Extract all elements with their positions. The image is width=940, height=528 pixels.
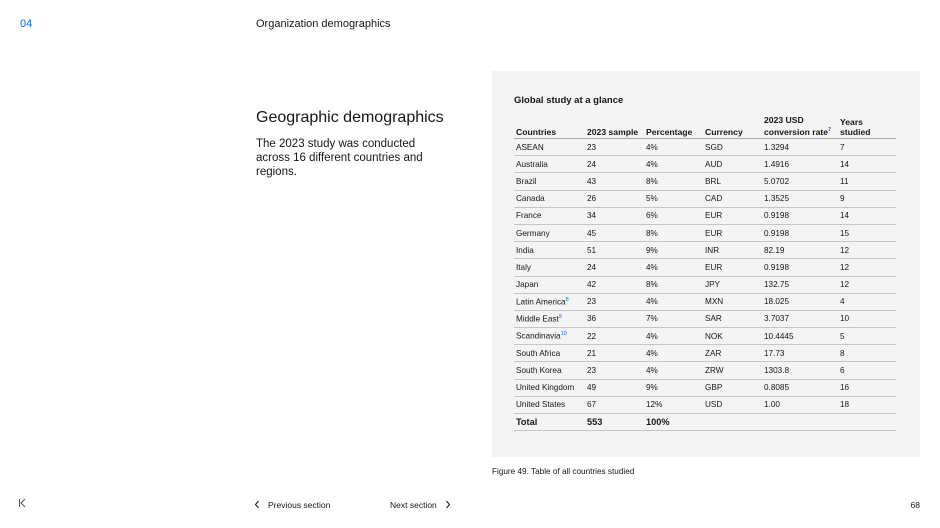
currency-cell: ZRW	[703, 362, 762, 379]
sample-cell: 22	[585, 328, 644, 345]
table-row	[514, 139, 896, 156]
sample-cell: 67	[585, 396, 644, 413]
country-cell	[514, 242, 585, 259]
table-total-row	[514, 414, 896, 431]
sample-cell: 23	[585, 139, 644, 156]
footnote-link[interactable]: 10	[560, 331, 567, 338]
country-cell	[514, 207, 585, 224]
column-header: Countries	[514, 116, 585, 139]
currency-cell: GBP	[703, 379, 762, 396]
total-sample: 553	[585, 414, 644, 431]
currency-cell: USD	[703, 396, 762, 413]
table-row	[514, 379, 896, 396]
first-page-button[interactable]	[18, 498, 27, 511]
sample-cell: 43	[585, 173, 644, 190]
page-number: 68	[910, 500, 920, 510]
pct-cell: 12%	[644, 396, 703, 413]
pct-cell: 6%	[644, 207, 703, 224]
years-cell: 4	[838, 293, 896, 310]
sample-cell: 45	[585, 224, 644, 241]
footnote-link[interactable]: 8	[565, 296, 569, 303]
pct-cell: 4%	[644, 156, 703, 173]
total-percentage: 100%	[644, 414, 703, 431]
country-cell	[514, 156, 585, 173]
years-cell: 10	[838, 310, 896, 327]
next-section-label: Next section	[390, 500, 437, 510]
rate-cell: 3.7037	[762, 310, 838, 327]
sample-cell: 51	[585, 242, 644, 259]
pct-cell: 4%	[644, 345, 703, 362]
table-row	[514, 156, 896, 173]
years-cell: 12	[838, 242, 896, 259]
rate-cell: 0.9198	[762, 224, 838, 241]
country-name: Japan	[516, 280, 539, 290]
empty-cell	[762, 414, 838, 431]
table-row	[514, 242, 896, 259]
empty-cell	[703, 414, 762, 431]
rate-cell: 18.025	[762, 293, 838, 310]
table-row	[514, 259, 896, 276]
table-header-row	[514, 116, 896, 139]
country-cell	[514, 328, 585, 345]
years-cell: 11	[838, 173, 896, 190]
years-cell: 14	[838, 207, 896, 224]
country-name: United Kingdom	[516, 383, 575, 393]
country-cell	[514, 293, 585, 310]
table-row	[514, 190, 896, 207]
years-cell: 9	[838, 190, 896, 207]
country-cell	[514, 310, 585, 327]
currency-cell: AUD	[703, 156, 762, 173]
years-cell: 18	[838, 396, 896, 413]
currency-cell: CAD	[703, 190, 762, 207]
pct-cell: 4%	[644, 259, 703, 276]
sample-cell: 26	[585, 190, 644, 207]
currency-cell: SGD	[703, 139, 762, 156]
rate-cell: 0.9198	[762, 259, 838, 276]
sample-cell: 21	[585, 345, 644, 362]
currency-cell: SAR	[703, 310, 762, 327]
rate-cell: 1303.8	[762, 362, 838, 379]
first-page-icon	[18, 498, 27, 508]
pct-cell: 4%	[644, 362, 703, 379]
intro-text: The 2023 study was conducted across 16 different countries and regions.	[256, 138, 423, 178]
table-row	[514, 276, 896, 293]
currency-cell: EUR	[703, 224, 762, 241]
pct-cell: 4%	[644, 293, 703, 310]
country-name: India	[516, 245, 534, 255]
rate-cell: 1.00	[762, 396, 838, 413]
country-cell	[514, 139, 585, 156]
sample-cell: 42	[585, 276, 644, 293]
country-cell	[514, 396, 585, 413]
currency-cell: ZAR	[703, 345, 762, 362]
previous-section-label: Previous section	[268, 500, 331, 510]
country-cell	[514, 276, 585, 293]
country-name: United States	[516, 400, 566, 410]
sample-cell: 24	[585, 259, 644, 276]
column-header: Percentage	[644, 116, 703, 139]
pct-cell: 9%	[644, 242, 703, 259]
study-table-card	[492, 71, 920, 457]
chevron-left-icon	[254, 500, 260, 509]
rate-cell: 1.3294	[762, 139, 838, 156]
figure-caption: Figure 49. Table of all countries studied	[492, 467, 635, 476]
sample-cell: 49	[585, 379, 644, 396]
countries-table	[514, 116, 896, 431]
total-label: Total	[514, 414, 585, 431]
table-row	[514, 173, 896, 190]
sample-cell: 24	[585, 156, 644, 173]
pct-cell: 9%	[644, 379, 703, 396]
empty-cell	[838, 414, 896, 431]
country-cell	[514, 345, 585, 362]
country-cell	[514, 362, 585, 379]
table-row	[514, 310, 896, 327]
country-name: Canada	[516, 194, 545, 204]
country-name: Germany	[516, 228, 550, 238]
years-cell: 5	[838, 328, 896, 345]
column-header: 2023 sample	[585, 116, 644, 139]
currency-cell: EUR	[703, 207, 762, 224]
table-row	[514, 293, 896, 310]
currency-cell: NOK	[703, 328, 762, 345]
years-cell: 15	[838, 224, 896, 241]
next-section-button[interactable]	[390, 500, 451, 510]
rate-cell: 5.0702	[762, 173, 838, 190]
pct-cell: 4%	[644, 139, 703, 156]
years-cell: 12	[838, 259, 896, 276]
years-cell: 6	[838, 362, 896, 379]
years-cell: 14	[838, 156, 896, 173]
rate-cell: 0.8085	[762, 379, 838, 396]
table-row	[514, 328, 896, 345]
currency-cell: MXN	[703, 293, 762, 310]
section-title: Organization demographics	[256, 18, 391, 30]
currency-cell: EUR	[703, 259, 762, 276]
country-name: France	[516, 211, 542, 221]
column-header	[762, 116, 838, 139]
pct-cell: 8%	[644, 224, 703, 241]
sample-cell: 23	[585, 362, 644, 379]
country-cell	[514, 173, 585, 190]
chevron-right-icon	[445, 500, 451, 509]
country-cell	[514, 190, 585, 207]
pct-cell: 5%	[644, 190, 703, 207]
sample-cell: 23	[585, 293, 644, 310]
table-row	[514, 396, 896, 413]
sample-cell: 36	[585, 310, 644, 327]
country-name: Brazil	[516, 176, 537, 186]
rate-cell: 82.19	[762, 242, 838, 259]
country-name: ASEAN	[516, 142, 544, 152]
table-row	[514, 362, 896, 379]
years-cell: 16	[838, 379, 896, 396]
country-name: Australia	[516, 159, 548, 169]
country-name: Middle East	[516, 314, 559, 324]
column-header: Currency	[703, 116, 762, 139]
table-row	[514, 224, 896, 241]
table-row	[514, 207, 896, 224]
pct-cell: 8%	[644, 276, 703, 293]
years-cell: 12	[838, 276, 896, 293]
rate-cell: 10.4445	[762, 328, 838, 345]
country-name: Scandinavia	[516, 332, 561, 342]
years-cell: 8	[838, 345, 896, 362]
country-cell	[514, 224, 585, 241]
pct-cell: 4%	[644, 328, 703, 345]
currency-cell: INR	[703, 242, 762, 259]
years-cell: 7	[838, 139, 896, 156]
rate-cell: 0.9198	[762, 207, 838, 224]
country-name: South Africa	[516, 348, 561, 358]
table-row	[514, 345, 896, 362]
country-cell	[514, 259, 585, 276]
currency-cell: JPY	[703, 276, 762, 293]
country-cell	[514, 379, 585, 396]
rate-cell: 132.75	[762, 276, 838, 293]
rate-cell: 1.3525	[762, 190, 838, 207]
footnote-link[interactable]: 7	[828, 126, 832, 133]
country-name: Italy	[516, 262, 532, 272]
footnote-link[interactable]: 9	[558, 314, 562, 321]
country-name: Latin America	[516, 297, 566, 307]
country-name: South Korea	[516, 366, 562, 376]
currency-cell: BRL	[703, 173, 762, 190]
previous-section-button[interactable]	[254, 500, 330, 510]
pct-cell: 7%	[644, 310, 703, 327]
column-header-label: 2023 USD conversion rate	[764, 115, 828, 137]
page-heading: Geographic demographics	[256, 109, 444, 126]
rate-cell: 17.73	[762, 345, 838, 362]
column-header: Years studied	[838, 116, 896, 139]
sample-cell: 34	[585, 207, 644, 224]
rate-cell: 1.4916	[762, 156, 838, 173]
pct-cell: 8%	[644, 173, 703, 190]
table-title: Global study at a glance	[514, 95, 624, 106]
section-number: 04	[20, 18, 33, 30]
